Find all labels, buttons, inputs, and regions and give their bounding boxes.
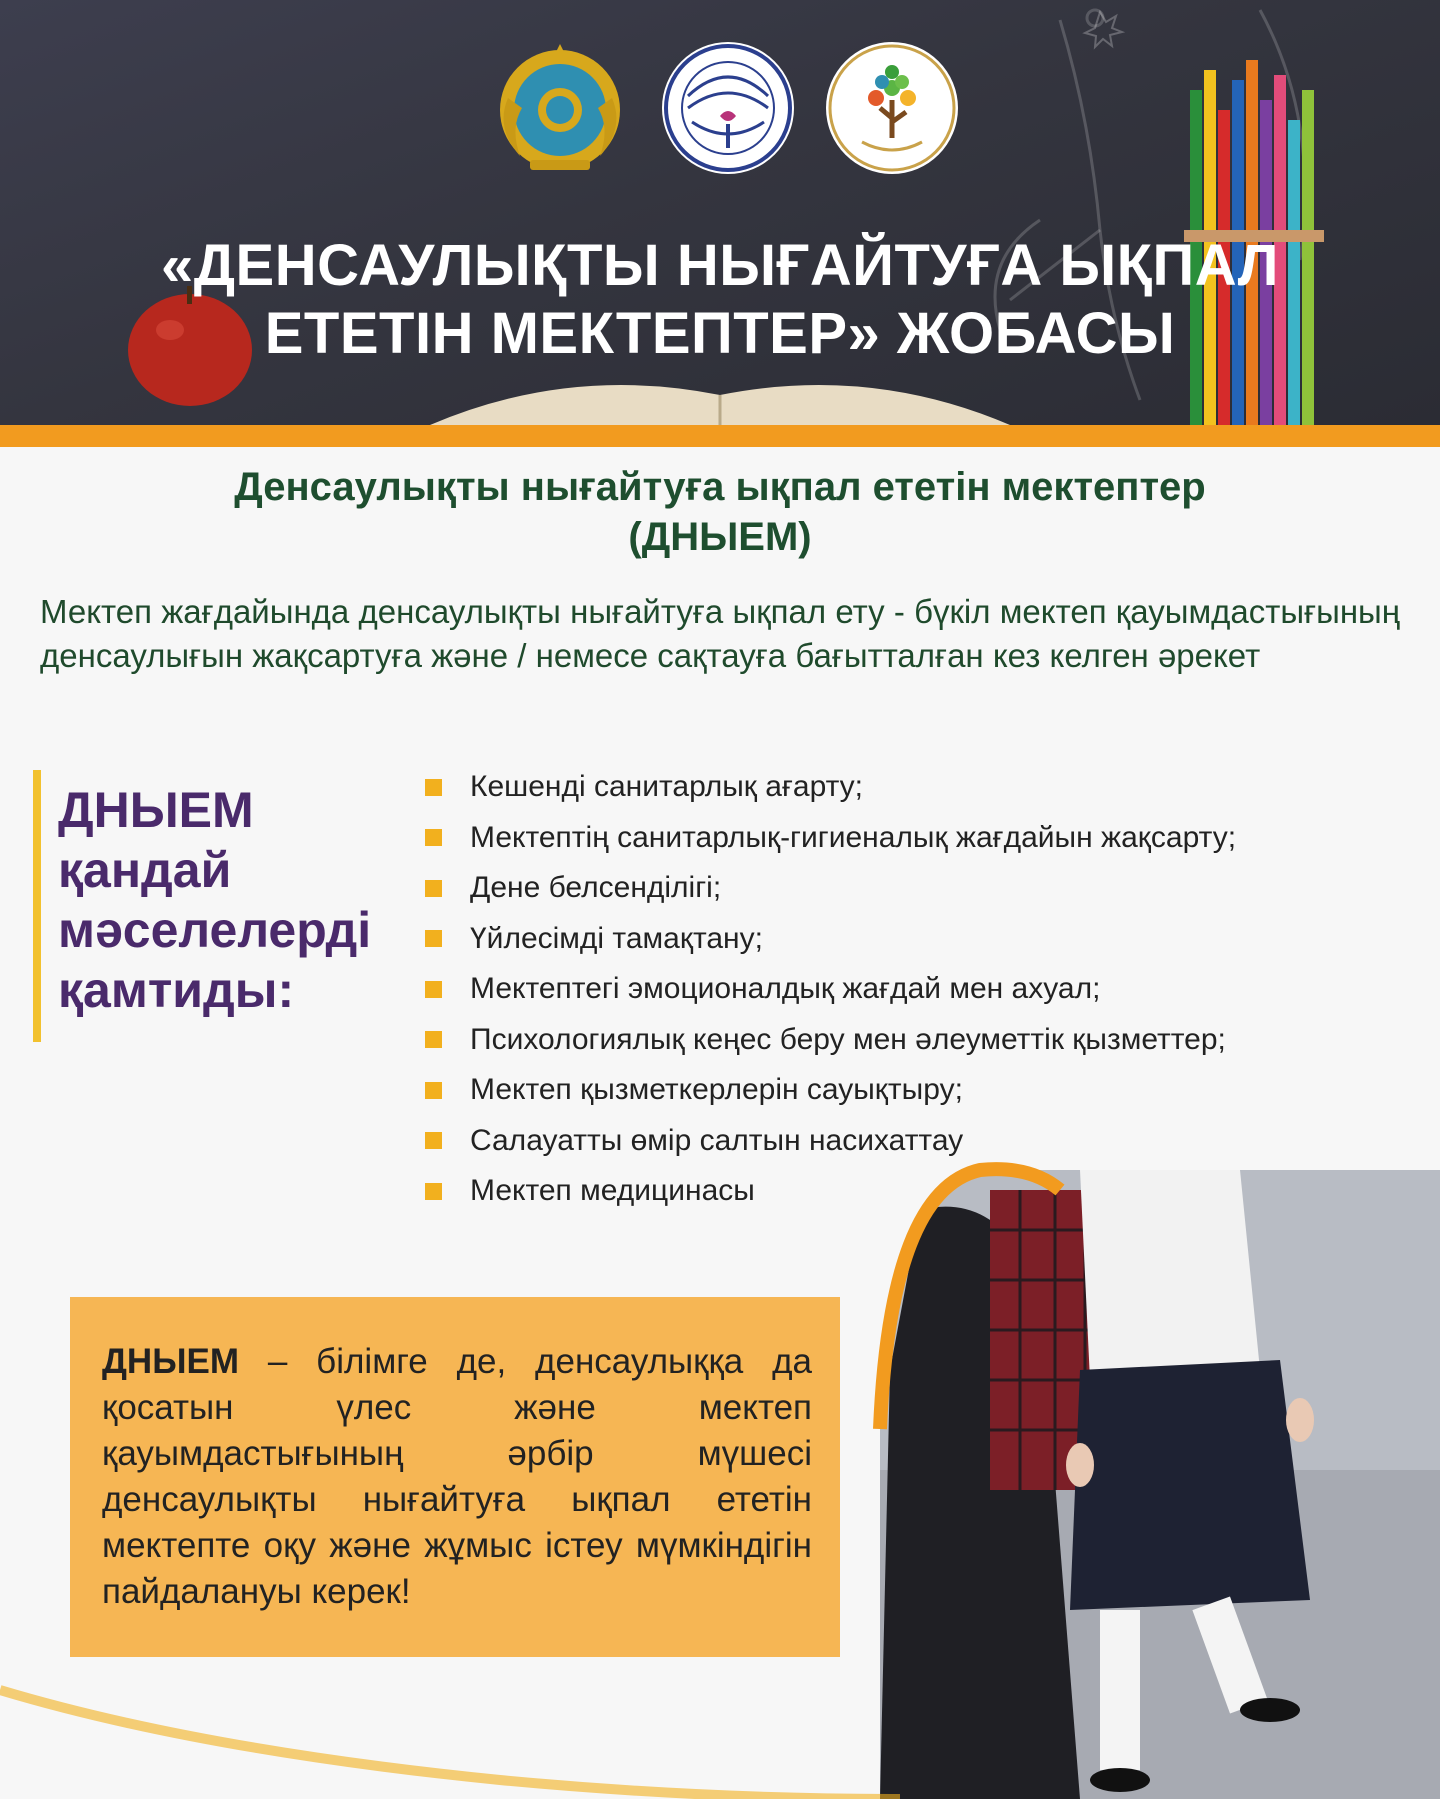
topic-text: Кешенді санитарлық ағарту; (470, 770, 864, 804)
bullet-icon (425, 1082, 442, 1099)
list-item (425, 964, 1425, 1015)
topic-text: Мектептегі эмоционалдық жағдай мен ахуал; (470, 972, 1101, 1006)
densau-logo-icon (658, 38, 798, 178)
topic-text: Салауатты өмір салтын насихаттау (470, 1123, 964, 1157)
bullet-icon (425, 981, 442, 998)
bullet-icon (425, 880, 442, 897)
callout-body: – білімге де, денсаулыққа да қосатын үлес және мектеп қауымдастығының әрбір мүшесі денсаулықты нығайтуға ықпал ететін мектепте оқу және жұмыс істеу мүмкіндігін пайдалануы керек! (102, 1342, 812, 1611)
list-item (425, 863, 1425, 914)
topic-text: Дене белсенділігі; (470, 871, 722, 905)
list-item (425, 813, 1425, 864)
question-heading (58, 780, 428, 1020)
main-title-line2: ЕТЕТІН МЕКТЕПТЕР» ЖОБАСЫ (264, 301, 1176, 366)
topic-text: Мектептің санитарлық-гигиеналық жағдайын жақсарту; (470, 820, 1237, 854)
header-banner (0, 0, 1440, 425)
question-line2: қандай (58, 842, 232, 898)
list-item (425, 762, 1425, 813)
kazakhstan-emblem-icon (490, 38, 630, 178)
topic-text: Психологиялық кеңес беру мен әлеуметтік қызметтер; (470, 1022, 1226, 1056)
header-divider (0, 425, 1440, 447)
accent-bar (33, 770, 41, 1042)
tree-logo-icon (822, 38, 962, 178)
question-line4: қамтиды: (58, 962, 295, 1018)
section-title (100, 462, 1340, 562)
intro-paragraph: Мектеп жағдайында денсаулықты нығайтуға ықпал ету - бүкіл мектеп қауымдастығының денсаулығын жақсартуға және / немесе сақтауға бағытталған кез келген әрекет (40, 593, 1400, 674)
bullet-icon (425, 930, 442, 947)
callout-box (70, 1297, 840, 1657)
list-item (425, 1065, 1425, 1116)
section-title-line1: Денсаулықты нығайтуға ықпал ететін мектептер (234, 465, 1206, 509)
question-line1: ДНЫЕМ (58, 782, 254, 838)
bullet-icon (425, 779, 442, 796)
topic-text: Мектеп қызметкерлерін сауықтыру; (470, 1073, 963, 1107)
main-title (60, 232, 1380, 368)
topic-text: Мектеп медицинасы (470, 1174, 755, 1208)
callout-lead: ДНЫЕМ (102, 1342, 239, 1381)
question-line3: мәселелерді (58, 902, 372, 958)
logo-row (490, 38, 970, 178)
list-item (425, 914, 1425, 965)
list-item (425, 1015, 1425, 1066)
main-title-line1: «ДЕНСАУЛЫҚТЫ НЫҒАЙТУҒА ЫҚПАЛ (160, 233, 1279, 298)
section-title-line2: (ДНЫЕМ) (628, 515, 812, 559)
bullet-icon (425, 1031, 442, 1048)
callout-text (102, 1339, 812, 1615)
topic-text: Үйлесімді тамақтану; (470, 921, 763, 955)
bullet-icon (425, 829, 442, 846)
